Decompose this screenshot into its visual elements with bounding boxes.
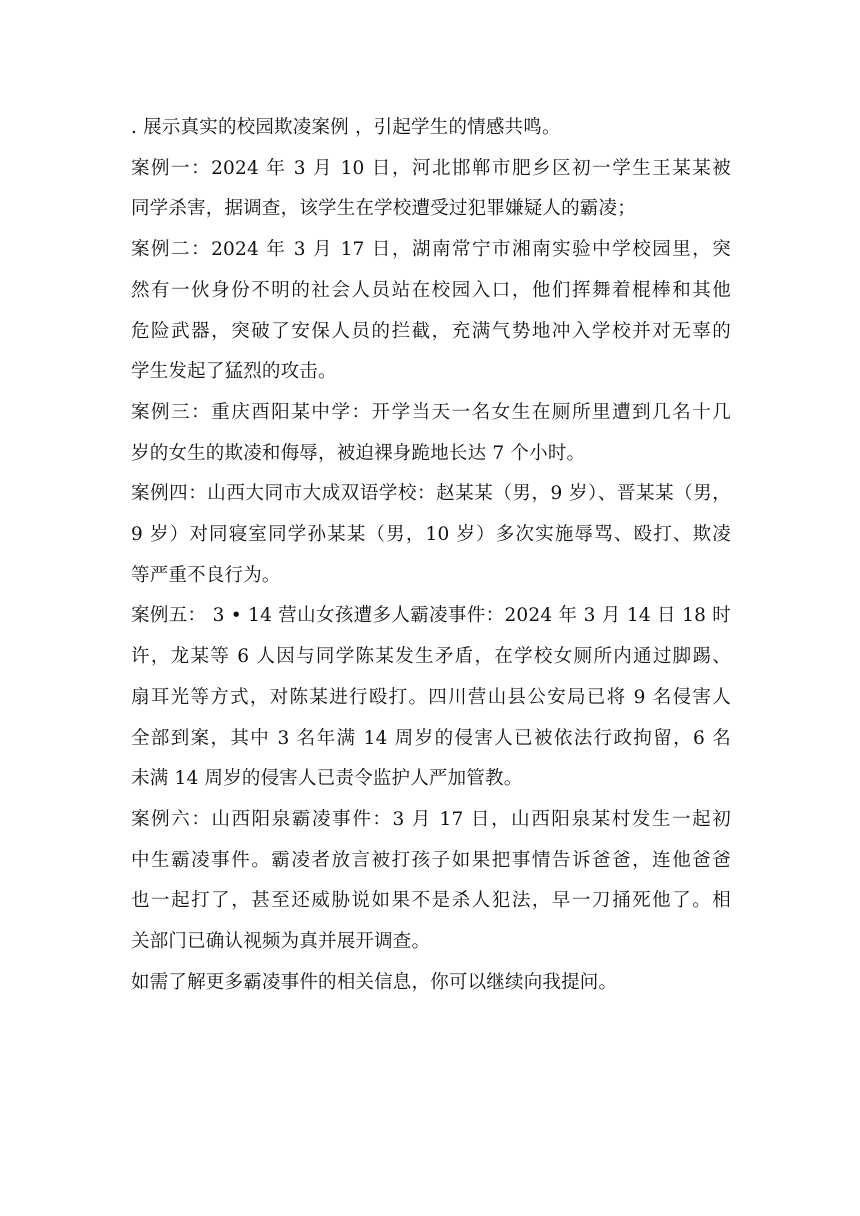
text-line: 案例五： 3 • 14 营山女孩遭多人霸凌事件：2024 年 3 月 14 日 18 时 [131,605,731,627]
text-line: 然有一伙身份不明的社会人员站在校园入口，他们挥舞着棍棒和其他 [131,279,731,301]
text-line: 许，龙某等 6 人因与同学陈某发生矛盾，在学校女厕所内通过脚踢、 [131,646,731,668]
text-line: . 展示真实的校园欺凌案例 ，引起学生的情感共鸣。 [131,117,561,138]
text-line: 案例四：山西大同市大成双语学校：赵某某（男，9 岁）、晋某某（男， [131,483,731,505]
text-line: 如需了解更多霸凌事件的相关信息，你可以继续向我提问。 [131,971,618,993]
text-line: 案例三：重庆酉阳某中学：开学当天一名女生在厕所里遭到几名十几 [131,401,731,423]
document-page [131,108,731,1003]
text-line: 案例六：山西阳泉霸凌事件：3 月 17 日，山西阳泉某村发生一起初 [131,808,731,830]
text-line: 学生发起了猛烈的攻击。 [131,361,337,383]
text-line: 也一起打了，甚至还威胁说如果不是杀人犯法，早一刀捅死他了。相 [131,890,731,912]
text-line: 扇耳光等方式，对陈某进行殴打。四川营山县公安局已将 9 名侵害人 [131,686,731,708]
text-line: 同学杀害，据调查，该学生在学校遭受过犯罪嫌疑人的霸凌； [131,198,636,220]
text-line: 关部门已确认视频为真并展开调查。 [131,931,431,953]
text-line: 全部到案，其中 3 名年满 14 周岁的侵害人已被依法行政拘留，6 名 [131,727,731,749]
text-line: 中生霸凌事件。霸凌者放言被打孩子如果把事情告诉爸爸，连他爸爸 [131,849,731,871]
text-line: 9 岁）对同寝室同学孙某某（男，10 岁）多次实施辱骂、殴打、欺凌 [131,524,731,546]
text-line: 岁的女生的欺凌和侮辱，被迫裸身跪地长达 7 个小时。 [131,442,586,464]
text-line: 等严重不良行为。 [131,564,281,586]
text-line: 危险武器，突破了安保人员的拦截，充满气势地冲入学校并对无辜的 [131,320,731,342]
text-line: 案例二：2024 年 3 月 17 日，湖南常宁市湘南实验中学校园里，突 [131,239,731,261]
text-line: 案例一：2024 年 3 月 10 日，河北邯郸市肥乡区初一学生王某某被 [131,157,731,179]
text-line: 未满 14 周岁的侵害人已责令监护人严加管教。 [131,768,523,790]
